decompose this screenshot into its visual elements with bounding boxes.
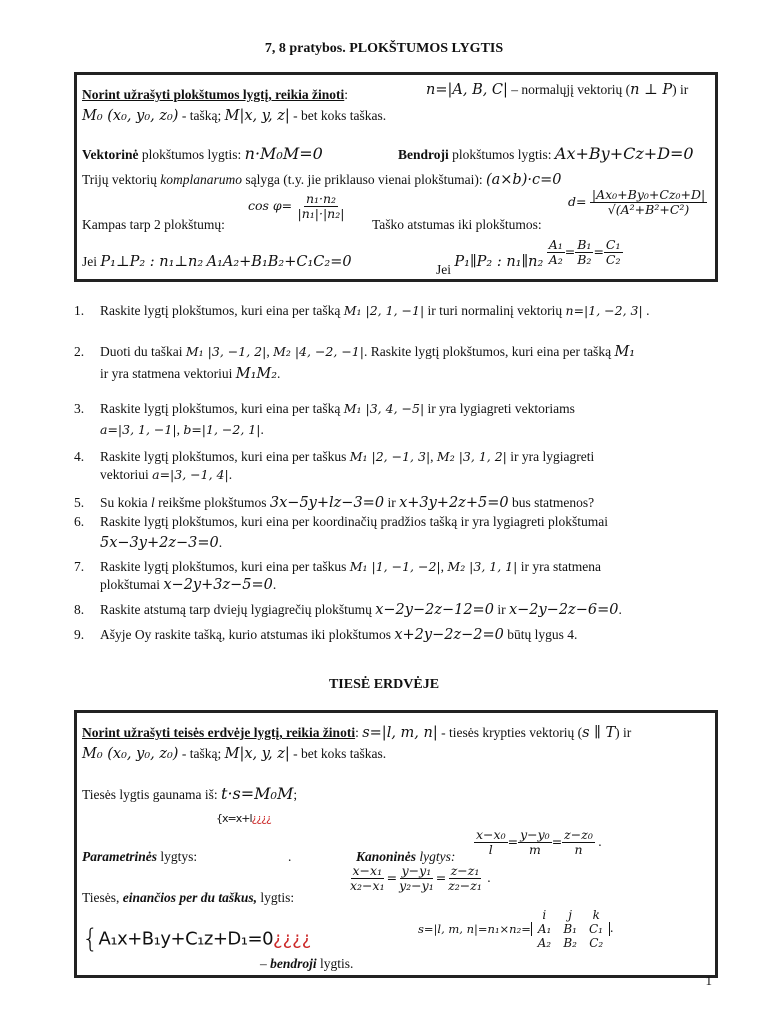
section-title: TIESĖ ERDVĖJE: [328, 677, 440, 692]
parametric-label-line: Parametrinės lygtys:: [82, 849, 198, 864]
direction-vector-formula: s=|l, m, n|: [362, 725, 438, 741]
canonical-label-line: Kanoninės lygtys:: [356, 849, 456, 864]
exercise-8: 8. Raskite atstumą tarp dviejų lygiagrečių plokštumų x−2y−2z−12=0 ir x−2y−2z−6=0.: [74, 602, 622, 618]
general-line-formula: A₁x+B₁y+C₁z+D₁=0: [98, 928, 274, 950]
coplanar-line: Trijų vektorių komplanarumo sąlyga (t.y. jie priklauso vienai plokštumai): (a×b)·c=0: [82, 172, 562, 188]
exercise-9: 9. Ašyje Oy raskite tašką, kurio atstumas iki plokštumos x+2y−2z−2=0 būtų lygus 4.: [74, 627, 578, 643]
vector-equation-line: Vektorinė plokštumos lygtis: n·M₀M=0: [82, 144, 323, 163]
parametric-system-glyph: {x=x+l¿¿¿¿: [216, 812, 271, 825]
cross-product-determinant: i j k s=|l, m, n|=n₁×n₂= A₁ B₁ C₁ A₂ B₂ C₂.: [418, 908, 614, 950]
plane-point-line: M₀ (x₀, y₀, z₀) - tašką; M|x, y, z| - bet koks taškas.: [82, 108, 387, 124]
coplanar-formula: (a×b)·c=0: [485, 172, 562, 188]
two-point-formula: $\frac{\text{x−x₁}}{\text{x₂−x₁}}$ = $\frac{\text{y−y₁}}{\text{y₂−y₁}}$ = $\frac{\text{z−z₁}}{\text{z₂−z₁}}$ .: [350, 863, 491, 894]
normal-perp-formula: n ⊥ P: [630, 82, 673, 98]
line-origin-formula: t·s=M₀M: [221, 784, 294, 803]
point-m0-formula: M₀ (x₀, y₀, z₀): [82, 108, 179, 124]
vector-equation-formula: n·M₀M=0: [244, 144, 323, 163]
general-line-label: – bendroji lygtis.: [260, 956, 354, 971]
normal-vector-formula: n=|A, B, C|: [426, 82, 508, 98]
direction-parallel-formula: s ∥ T: [582, 725, 616, 741]
plane-intro-lead: Norint užrašyti plokštumos lygtį, reikia žinoti: [82, 87, 345, 102]
normal-vector: n=|1, −2, 3|: [565, 303, 643, 318]
plane-intro-line: Norint užrašyti plokštumos lygtį, reikia žinoti:: [82, 87, 349, 102]
exercise-1: 1. Raskite lygtį plokštumos, kuri eina per tašką M₁ |2, 1, −1| ir turi normalinį vektorių n=|1, −2, 3| .: [74, 303, 650, 318]
line-point-line: M₀ (x₀, y₀, z₀) - tašką; M|x, y, z| - bet koks taškas.: [82, 746, 387, 762]
distance-formula: d= $\frac{\text{|Ax₀+By₀+Cz₀+D|}}{\text{√(A²+B²+C²)}}$: [568, 187, 706, 218]
perpendicular-condition: Jei P₁⊥P₂ : n₁⊥n₂ A₁A₂+B₁B₂+C₁C₂=0: [82, 254, 352, 270]
line-origin-line: Tiesės lygtis gaunama iš: t·s=M₀M;: [82, 784, 298, 803]
distance-label: Taško atstumas iki plokštumos:: [372, 217, 542, 232]
exercise-3: 3. Raskite lygtį plokštumos, kuri eina per tašką M₁ |3, 4, −5| ir yra lygiagreti vektoriams a=|3, 1, −1|, b=|1, −2, 1|.: [74, 401, 575, 437]
general-line-system: {A₁x+B₁y+C₁z+D₁=0¿¿¿¿: [82, 924, 312, 954]
two-point-label-line: Tiesės, einančios per du taškus, lygtis:: [82, 890, 295, 905]
exercise-2: 2. Duoti du taškai M₁ |3, −1, 2|, M₂ |4, −2, −1|. Raskite lygtį plokštumos, kuri eina per tašką M₁ ir yra statmena vektoriui M₁M₂.: [74, 344, 636, 382]
angle-formula: cos φ= $\frac{\text{n₁·n₂}}{\text{|n₁|·|n₂|}}$: [248, 191, 345, 222]
normal-vector-line: n=|A, B, C| – normalųjį vektorių (n ⊥ P) ir: [426, 82, 689, 98]
general-equation-line: Bendroji plokštumos lygtis: Ax+By+Cz+D=0: [398, 144, 694, 163]
exercise-5: 5. Su kokia l reikšme plokštumos 3x−5y+lz−3=0 ir x+3y+2z+5=0 bus statmenos?: [74, 495, 595, 511]
line-theory-box: [74, 710, 718, 978]
plane-theory-box: [74, 72, 718, 282]
parallel-condition: Jei P₁∥P₂ : n₁∥n₂ $\frac{\text{A₁}}{\text{A₂}}$ = $\frac{\text{B₁}}{\text{B₂}}$ = $\frac{\text{C₁}}{\text{C₂}}$: [436, 237, 621, 277]
parametric-end: .: [288, 849, 292, 864]
page-title: 7, 8 pratybos. PLOKŠTUMOS LYGTIS: [264, 41, 504, 56]
angle-label: Kampas tarp 2 plokštumų:: [82, 217, 225, 232]
page-number: 1: [705, 973, 712, 988]
exercise-4: 4. Raskite lygtį plokštumos, kuri eina per taškus M₁ |2, −1, 3|, M₂ |3, 1, 2| ir yra lygiagreti vektoriui a=|3, −1, 4|.: [74, 449, 595, 482]
exercise-7: 7. Raskite lygtį plokštumos, kuri eina per taškus M₁ |1, −1, −2|, M₂ |3, 1, 1| ir yra statmena plokštumai x−2y+3z−5=0.: [74, 559, 601, 593]
line-intro-lead: Norint užrašyti teisės erdvėje lygtį, reikia žinoti: [82, 725, 356, 740]
exercise-6: 6. Raskite lygtį plokštumos, kuri eina per koordinačių pradžios tašką ir yra lygiagreti plokštumai 5x−3y+2z−3=0.: [74, 514, 609, 551]
general-equation-formula: Ax+By+Cz+D=0: [554, 144, 694, 163]
point-m-formula: M|x, y, z|: [224, 108, 290, 124]
canonical-formula: $\frac{\text{x−x₀}}{l}$ = $\frac{\text{y−y₀}}{m}$ = $\frac{\text{z−z₀}}{n}$ .: [476, 827, 602, 858]
point-m1: M₁ |2, 1, −1|: [343, 303, 425, 318]
line-intro-line: Norint užrašyti teisės erdvėje lygtį, reikia žinoti: s=|l, m, n| - tiesės krypties vektorių (s ∥ T) ir: [82, 725, 632, 741]
